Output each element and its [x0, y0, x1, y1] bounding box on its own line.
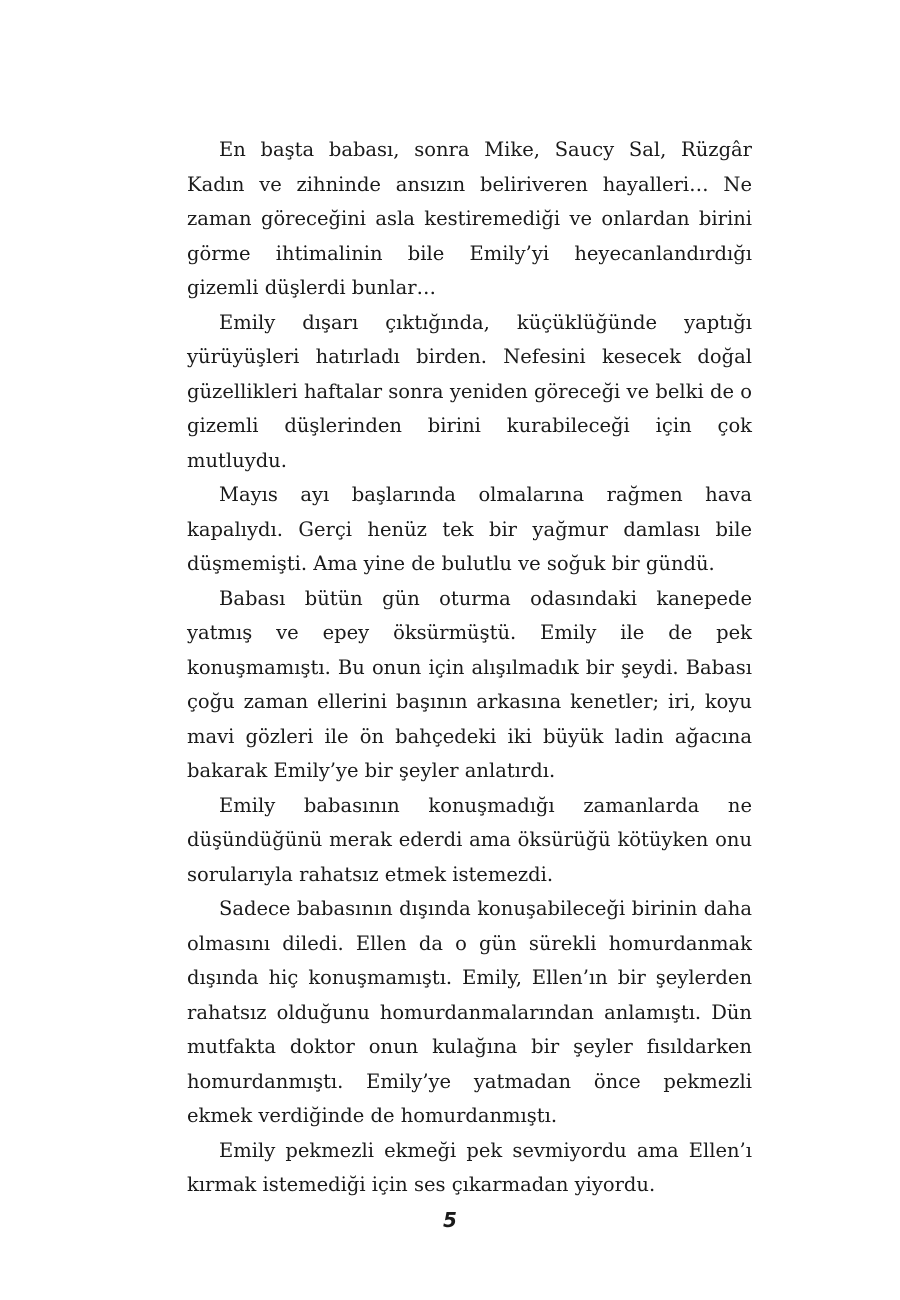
page-number: 5 — [443, 1208, 457, 1232]
body-text — [187, 133, 752, 1203]
paragraph-6: Sadece babasının dışında konuşabileceği birinin daha olmasını diledi. Ellen da o gün sürekli homurdanmak dışında hiç konuşmamıştı. Emily, Ellen’ın bir şeylerden rahatsız olduğunu homurdanmalarından anlamıştı. Dün mutfakta doktor onun kulağına bir şeyler fısıldarken homurdanmıştı. Emily’ye yatmadan önce pekmezli ekmek verdiğinde de homurdanmıştı. — [187, 897, 752, 1127]
paragraph-5: Emily babasının konuşmadığı zamanlarda ne düşündüğünü merak ederdi ama öksürüğü kötüyken onu sorularıyla rahatsız etmek istemezdi. — [187, 793, 752, 886]
paragraph-2: Emily dışarı çıktığında, küçüklüğünde yaptığı yürüyüşleri hatırladı birden. Nefesini kesecek doğal güzellikleri haftalar sonra yeniden göreceği ve belki de o gizemli düşlerinden birini kurabileceği için çok mutluydu. — [187, 310, 752, 472]
paragraph-1: En başta babası, sonra Mike, Saucy Sal, Rüzgâr Kadın ve zihninde ansızın beliriveren hayalleri… Ne zaman göreceğini asla kestiremediği ve onlardan birini görme ihtimalinin bile Emily’yi heyecanlandırdığı gizemli düşlerdi bunlar… — [187, 138, 752, 299]
paragraph-7: Emily pekmezli ekmeği pek sevmiyordu ama Ellen’ı kırmak istemediği için ses çıkarmadan yiyordu. — [187, 1138, 752, 1196]
paragraph-3: Mayıs ayı başlarında olmalarına rağmen hava kapalıydı. Gerçi henüz tek bir yağmur damlası bile düşmemişti. Ama yine de bulutlu ve soğuk bir gündü. — [187, 483, 752, 575]
paragraph-4: Babası bütün gün oturma odasındaki kanepede yatmış ve epey öksürmüştü. Emily ile de pek konuşmamıştı. Bu onun için alışılmadık bir şeydi. Babası çoğu zaman ellerini başının arkasına kenetler; iri, koyu mavi gözleri ile ön bahçedeki iki büyük ladin ağacına bakarak Emily’ye bir şeyler anlatırdı. — [187, 586, 752, 782]
